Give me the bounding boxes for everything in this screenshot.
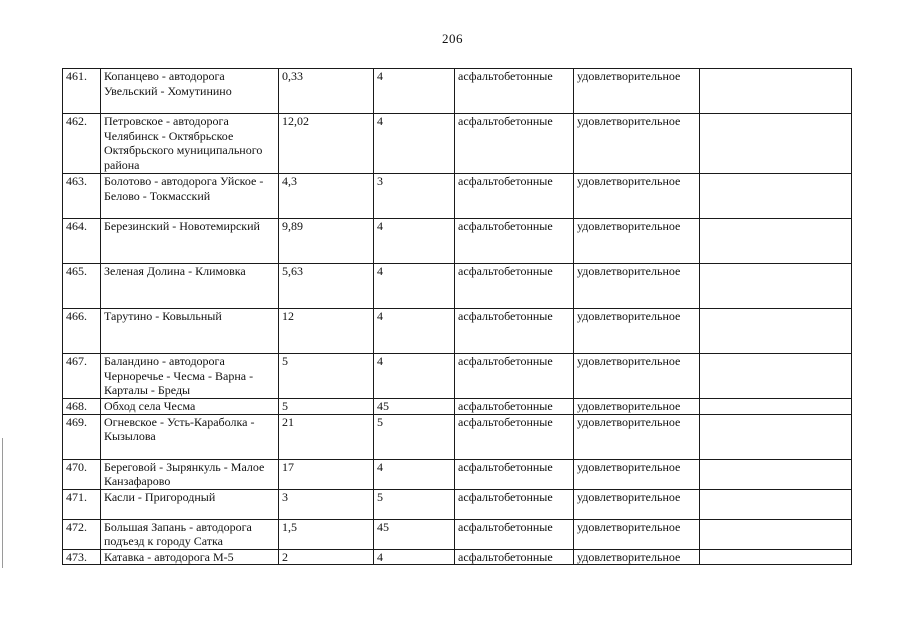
row-number: 467. [63,354,101,399]
road-length: 9,89 [279,219,374,264]
road-name: Копанцево - автодорога Увельский - Хомутинино [101,69,279,114]
road-category: 4 [374,549,455,565]
road-condition: удовлетворительное [574,219,700,264]
road-surface: асфальтобетонные [455,219,574,264]
road-condition: удовлетворительное [574,549,700,565]
road-length: 4,3 [279,174,374,219]
row-number: 469. [63,414,101,459]
road-category: 4 [374,459,455,489]
scan-edge-line [2,438,3,568]
road-note [700,264,852,309]
road-surface: асфальтобетонные [455,489,574,519]
row-number: 472. [63,519,101,549]
road-length: 5,63 [279,264,374,309]
row-number: 473. [63,549,101,565]
row-number: 464. [63,219,101,264]
road-surface: асфальтобетонные [455,114,574,174]
road-surface: асфальтобетонные [455,519,574,549]
road-note [700,489,852,519]
road-name: Огневское - Усть-Караболка - Кызылова [101,414,279,459]
road-category: 5 [374,489,455,519]
road-name: Береговой - Зырянкуль - Малое Канзафарово [101,459,279,489]
row-number: 471. [63,489,101,519]
road-length: 12 [279,309,374,354]
table-row [63,489,852,519]
road-category: 5 [374,414,455,459]
road-length: 1,5 [279,519,374,549]
road-surface: асфальтобетонные [455,414,574,459]
road-category: 4 [374,354,455,399]
road-condition: удовлетворительное [574,174,700,219]
roads-table [62,68,852,565]
table-row [63,174,852,219]
road-category: 45 [374,519,455,549]
road-condition: удовлетворительное [574,114,700,174]
road-condition: удовлетворительное [574,69,700,114]
road-note [700,219,852,264]
road-name: Обход села Чесма [101,399,279,415]
page-number: 206 [442,31,463,46]
road-name: Зеленая Долина - Климовка [101,264,279,309]
road-condition: удовлетворительное [574,309,700,354]
road-surface: асфальтобетонные [455,549,574,565]
road-surface: асфальтобетонные [455,399,574,415]
road-surface: асфальтобетонные [455,459,574,489]
road-name: Березинский - Новотемирский [101,219,279,264]
road-name: Болотово - автодорога Уйское - Белово - Токмасский [101,174,279,219]
road-name: Касли - Пригородный [101,489,279,519]
road-category: 4 [374,309,455,354]
road-name: Большая Запань - автодорога подъезд к городу Сатка [101,519,279,549]
road-note [700,414,852,459]
road-name: Петровское - автодорога Челябинск - Октябрьское Октябрьского муниципального района [101,114,279,174]
table-row [63,114,852,174]
road-category: 4 [374,114,455,174]
road-condition: удовлетворительное [574,399,700,415]
road-category: 4 [374,69,455,114]
road-category: 4 [374,219,455,264]
road-condition: удовлетворительное [574,264,700,309]
road-note [700,399,852,415]
row-number: 466. [63,309,101,354]
road-condition: удовлетворительное [574,489,700,519]
road-length: 3 [279,489,374,519]
road-category: 45 [374,399,455,415]
road-condition: удовлетворительное [574,459,700,489]
road-surface: асфальтобетонные [455,264,574,309]
table-row [63,549,852,565]
table-row [63,69,852,114]
row-number: 465. [63,264,101,309]
table-row [63,264,852,309]
road-condition: удовлетворительное [574,414,700,459]
table-row [63,459,852,489]
row-number: 468. [63,399,101,415]
road-surface: асфальтобетонные [455,354,574,399]
road-length: 17 [279,459,374,489]
road-surface: асфальтобетонные [455,69,574,114]
row-number: 462. [63,114,101,174]
road-surface: асфальтобетонные [455,309,574,354]
road-note [700,69,852,114]
road-name: Тарутино - Ковыльный [101,309,279,354]
road-length: 5 [279,399,374,415]
road-length: 2 [279,549,374,565]
table-row [63,414,852,459]
road-length: 12,02 [279,114,374,174]
road-category: 3 [374,174,455,219]
road-category: 4 [374,264,455,309]
road-name: Катавка - автодорога М-5 [101,549,279,565]
road-condition: удовлетворительное [574,519,700,549]
road-note [700,519,852,549]
table-row [63,309,852,354]
road-note [700,309,852,354]
road-name: Баландино - автодорога Черноречье - Чесма - Варна - Карталы - Бреды [101,354,279,399]
road-note [700,174,852,219]
road-note [700,549,852,565]
road-note [700,459,852,489]
road-length: 21 [279,414,374,459]
table-row [63,219,852,264]
road-length: 0,33 [279,69,374,114]
table-row [63,399,852,415]
road-note [700,114,852,174]
road-surface: асфальтобетонные [455,174,574,219]
row-number: 470. [63,459,101,489]
road-note [700,354,852,399]
row-number: 461. [63,69,101,114]
road-condition: удовлетворительное [574,354,700,399]
road-length: 5 [279,354,374,399]
row-number: 463. [63,174,101,219]
table-row [63,519,852,549]
table-row [63,354,852,399]
